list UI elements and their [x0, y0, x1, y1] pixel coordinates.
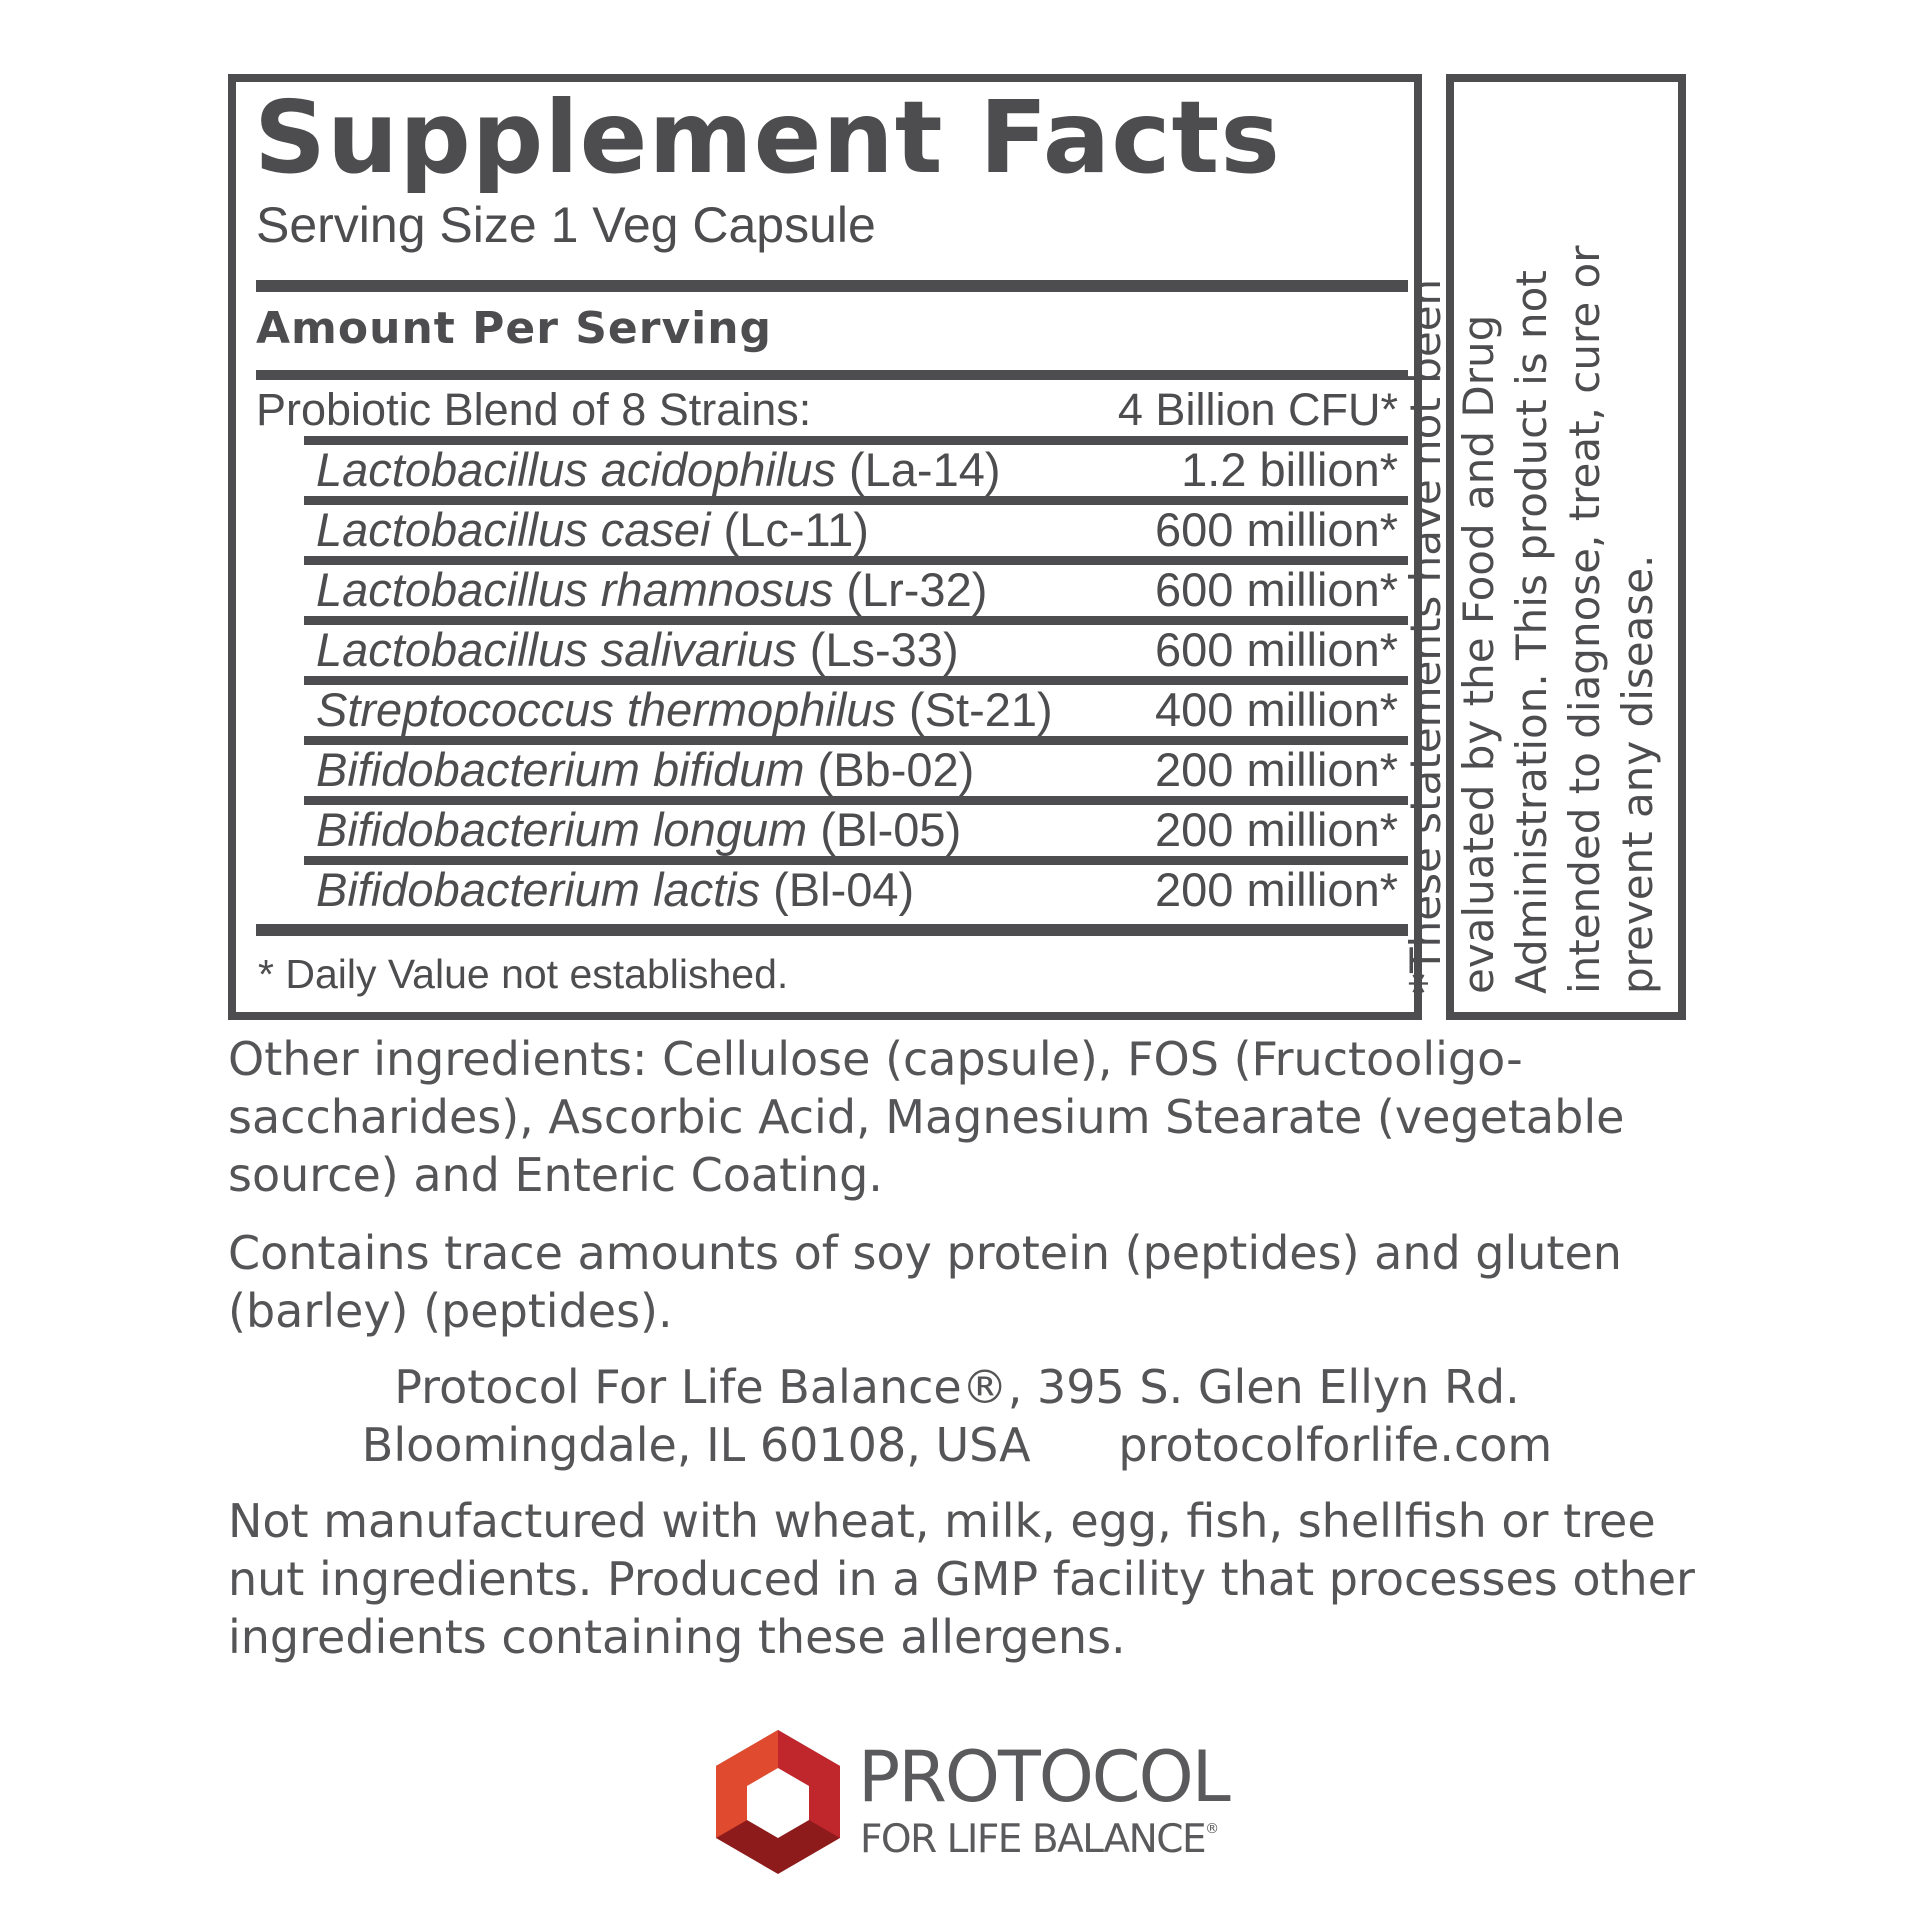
strain-row — [304, 436, 1408, 496]
allergen-notice: Not manufactured with wheat, milk, egg, fish, shellfish or tree nut ingredients. Produced in a GMP facility that processes other ingredients containing these allergens. — [228, 1494, 1695, 1664]
strain-row — [304, 796, 1408, 856]
strain-amount: 200 million* — [1155, 743, 1398, 796]
strain-code: (St-21) — [895, 683, 1053, 736]
strain-amount: 1.2 billion* — [1181, 443, 1398, 496]
serving-size: Serving Size 1 Veg Capsule — [256, 197, 876, 253]
registered-mark: ® — [1205, 1821, 1218, 1837]
other-ingredients: Other ingredients: Cellulose (capsule), FOS (Fructooligo-saccharides), Ascorbic Acid, Magnesium Stearate (vegetable source) and Enteric Coating. — [228, 1032, 1625, 1202]
manufacturer-website: protocolforlife.com — [1118, 1418, 1553, 1472]
supplement-facts-panel — [228, 74, 1422, 1020]
manufacturer-address — [228, 1358, 1686, 1474]
divider — [256, 370, 1408, 380]
strain-name — [316, 804, 961, 856]
strain-species: Lactobacillus casei — [316, 503, 711, 556]
strain-species: Bifidobacterium lactis — [316, 863, 761, 916]
brand-tagline — [860, 1817, 1218, 1862]
brand-name: PROTOCOL — [858, 1736, 1229, 1818]
daily-value-footnote: * Daily Value not established. — [258, 951, 789, 997]
blend-name: Probiotic Blend of 8 Strains: — [256, 384, 812, 435]
amount-per-serving-heading: Amount Per Serving — [256, 303, 773, 354]
strain-code: (Bb-02) — [804, 743, 975, 796]
blend-row — [256, 384, 1408, 436]
fda-disclaimer-text: *These statements have not been evaluated by the Food and Drug Administration. This product is not intended to diagnose, treat, cure or prevent any disease. — [1401, 245, 1662, 994]
thick-divider — [256, 280, 1408, 292]
strain-amount: 400 million* — [1155, 683, 1398, 736]
manufacturer-city: Bloomingdale, IL 60108, USA — [361, 1418, 1031, 1472]
strain-row — [304, 616, 1408, 676]
strain-list — [304, 436, 1408, 916]
hexagon-logo-icon — [712, 1728, 844, 1876]
strain-code: (Bl-05) — [807, 803, 962, 856]
strain-row — [304, 856, 1408, 916]
strain-species: Bifidobacterium bifidum — [316, 743, 805, 796]
strain-amount: 600 million* — [1155, 623, 1398, 676]
strain-amount: 600 million* — [1155, 563, 1398, 616]
manufacturer-line1: Protocol For Life Balance®, 395 S. Glen Ellyn Rd. — [394, 1360, 1520, 1414]
strain-row — [304, 556, 1408, 616]
manufacturer-line2 — [228, 1416, 1686, 1474]
strain-name — [316, 564, 987, 616]
strain-name — [316, 684, 1053, 736]
strain-species: Lactobacillus rhamnosus — [316, 563, 834, 616]
strain-code: (Bl-04) — [760, 863, 915, 916]
strain-species: Streptococcus thermophilus — [316, 683, 896, 736]
strain-code: (Lc-11) — [710, 503, 869, 556]
fda-disclaimer-panel — [1401, 74, 1686, 1020]
strain-row — [304, 496, 1408, 556]
strain-code: (La-14) — [835, 443, 1001, 496]
thick-divider — [256, 924, 1408, 936]
strain-row — [304, 676, 1408, 736]
strain-amount: 600 million* — [1155, 503, 1398, 556]
strain-code: (Lr-32) — [833, 563, 988, 616]
brand-tagline-text: FOR LIFE BALANCE — [860, 1817, 1206, 1862]
strain-amount: 200 million* — [1155, 803, 1398, 856]
trace-amounts: Contains trace amounts of soy protein (peptides) and gluten (barley) (peptides). — [228, 1226, 1622, 1338]
facts-title: Supplement Facts — [254, 79, 1281, 196]
strain-name — [316, 624, 959, 676]
blend-amount: 4 Billion CFU* — [1117, 384, 1398, 435]
strain-species: Bifidobacterium longum — [316, 803, 808, 856]
strain-species: Lactobacillus salivarius — [316, 623, 797, 676]
strain-species: Lactobacillus acidophilus — [316, 443, 836, 496]
strain-name — [316, 504, 869, 556]
protocol-logo — [712, 1728, 1232, 1878]
strain-row — [304, 736, 1408, 796]
strain-amount: 200 million* — [1155, 863, 1398, 916]
strain-name — [316, 864, 914, 916]
strain-name — [316, 444, 1001, 496]
strain-code: (Ls-33) — [796, 623, 959, 676]
strain-name — [316, 744, 974, 796]
